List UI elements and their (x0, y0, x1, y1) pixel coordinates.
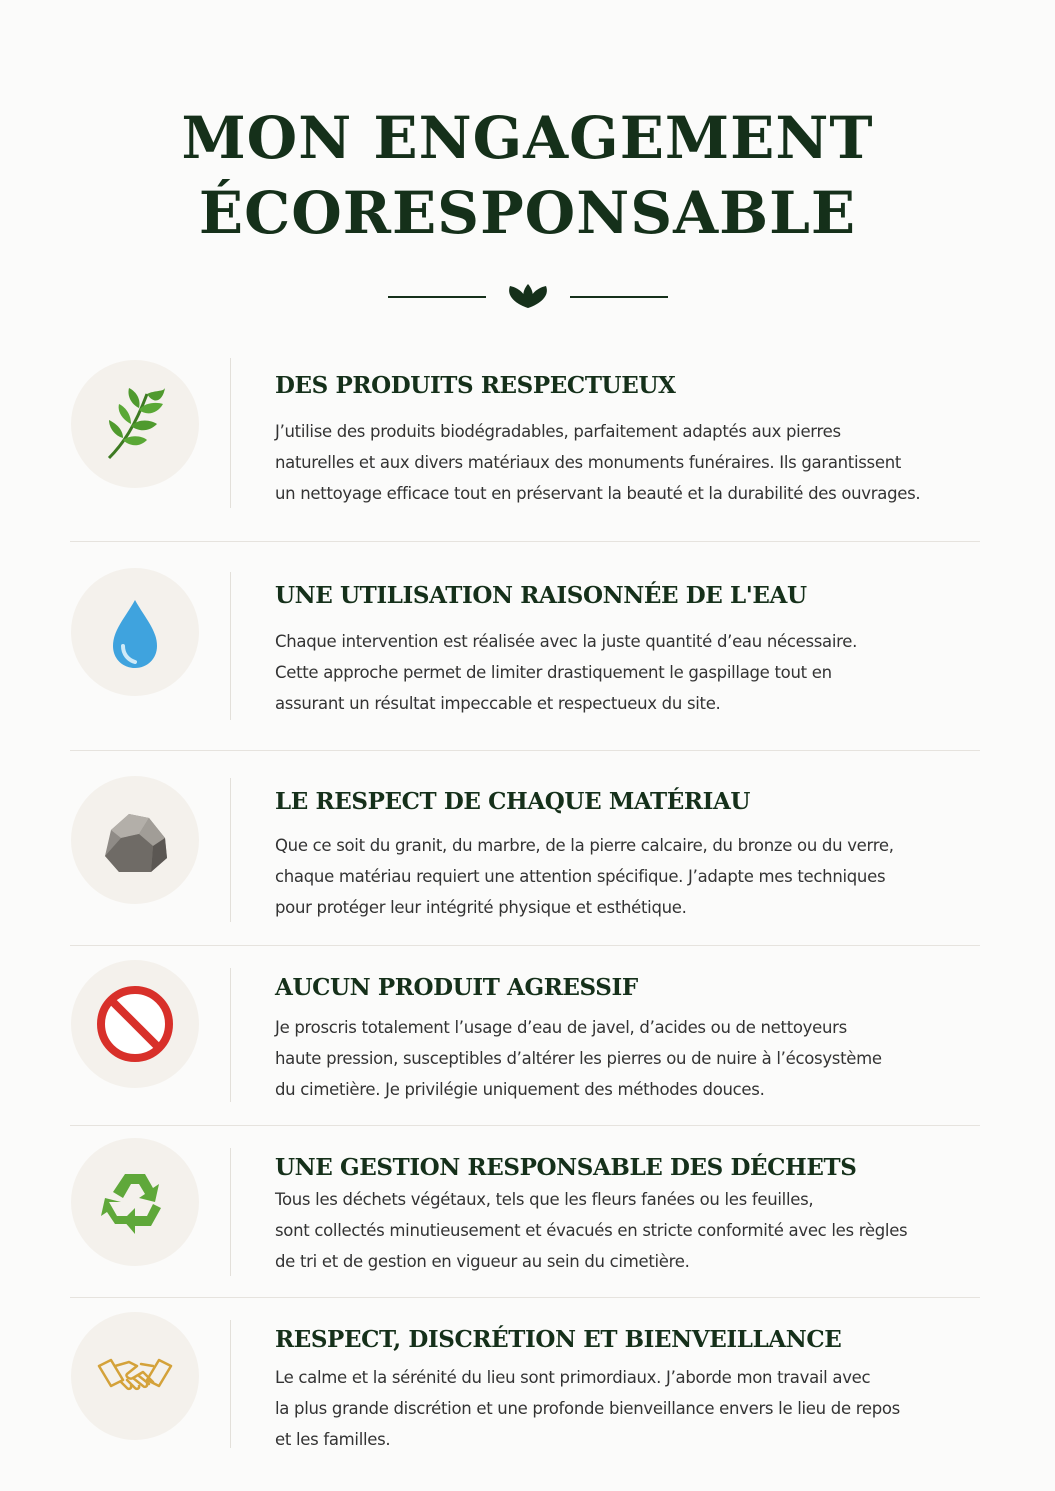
vertical-divider (230, 1148, 231, 1276)
section-title: DES PRODUITS RESPECTUEUX (275, 372, 676, 399)
icon-badge (71, 360, 199, 488)
section-title: LE RESPECT DE CHAQUE MATÉRIAU (275, 788, 751, 815)
commitment-section-respect (0, 1320, 1055, 1448)
section-text: Tous les déchets végétaux, tels que les fleurs fanées ou les feuilles, sont collectés minutieusement et évacués en stricte conformité avec les règles de tri et de gestion en vigueur au sein du cimetière. (275, 1190, 908, 1271)
vertical-divider (230, 1320, 231, 1448)
leaf-icon (95, 384, 175, 464)
icon-badge (71, 960, 199, 1088)
page-title-line1: MON ENGAGEMENT (181, 104, 874, 172)
stone-icon (95, 800, 175, 880)
section-separator (70, 1297, 980, 1298)
section-separator (70, 541, 980, 542)
section-title: UNE UTILISATION RAISONNÉE DE L'EAU (275, 582, 807, 609)
handshake-icon (95, 1336, 175, 1416)
commitment-section-no-aggressive (0, 968, 1055, 1102)
vertical-divider (230, 968, 231, 1102)
section-title: AUCUN PRODUIT AGRESSIF (275, 974, 638, 1001)
icon-badge (71, 568, 199, 696)
vertical-divider (230, 358, 231, 508)
icon-badge (71, 776, 199, 904)
commitment-section-waste (0, 1148, 1055, 1276)
vertical-divider (230, 778, 231, 922)
icon-badge (71, 1312, 199, 1440)
section-separator (70, 750, 980, 751)
section-title: RESPECT, DISCRÉTION ET BIENVEILLANCE (275, 1326, 842, 1353)
section-title: UNE GESTION RESPONSABLE DES DÉCHETS (275, 1154, 857, 1181)
section-text: J’utilise des produits biodégradables, parfaitement adaptés aux pierres naturelles et aux divers matériaux des monuments funéraires. Ils garantissent un nettoyage efficace tout en préservant la beauté et la durabilité des ouvrages. (275, 422, 921, 503)
icon-badge (71, 1138, 199, 1266)
section-text: Je proscris totalement l’usage d’eau de javel, d’acides ou de nettoyeurs haute pression, susceptibles d’altérer les pierres ou de nuire à l’écosystème du cimetière. Je privilégie uniquement des méthodes douces. (275, 1018, 882, 1099)
prohibited-icon (95, 984, 175, 1064)
commitment-section-products (0, 358, 1055, 508)
sprout-icon (509, 284, 547, 308)
commitment-section-materials (0, 778, 1055, 922)
vertical-divider (230, 572, 231, 720)
section-text: Chaque intervention est réalisée avec la juste quantité d’eau nécessaire. Cette approche permet de limiter drastiquement le gaspillage tout en assurant un résultat impeccable et respectueux du site. (275, 632, 858, 713)
section-text: Que ce soit du granit, du marbre, de la pierre calcaire, du bronze ou du verre, chaque matériau requiert une attention spécifique. J’adapte mes techniques pour protéger leur intégrité physique et esthétique. (275, 836, 894, 917)
water-drop-icon (95, 592, 175, 672)
page-title-line2: ÉCORESPONSABLE (198, 179, 857, 247)
commitment-section-water (0, 572, 1055, 720)
leaf-divider (388, 282, 668, 312)
section-separator (70, 1125, 980, 1126)
recycle-icon (95, 1162, 175, 1242)
section-separator (70, 945, 980, 946)
section-text: Le calme et la sérénité du lieu sont primordiaux. J’aborde mon travail avec la plus grande discrétion et une profonde bienveillance envers le lieu de repos et les familles. (275, 1368, 900, 1449)
